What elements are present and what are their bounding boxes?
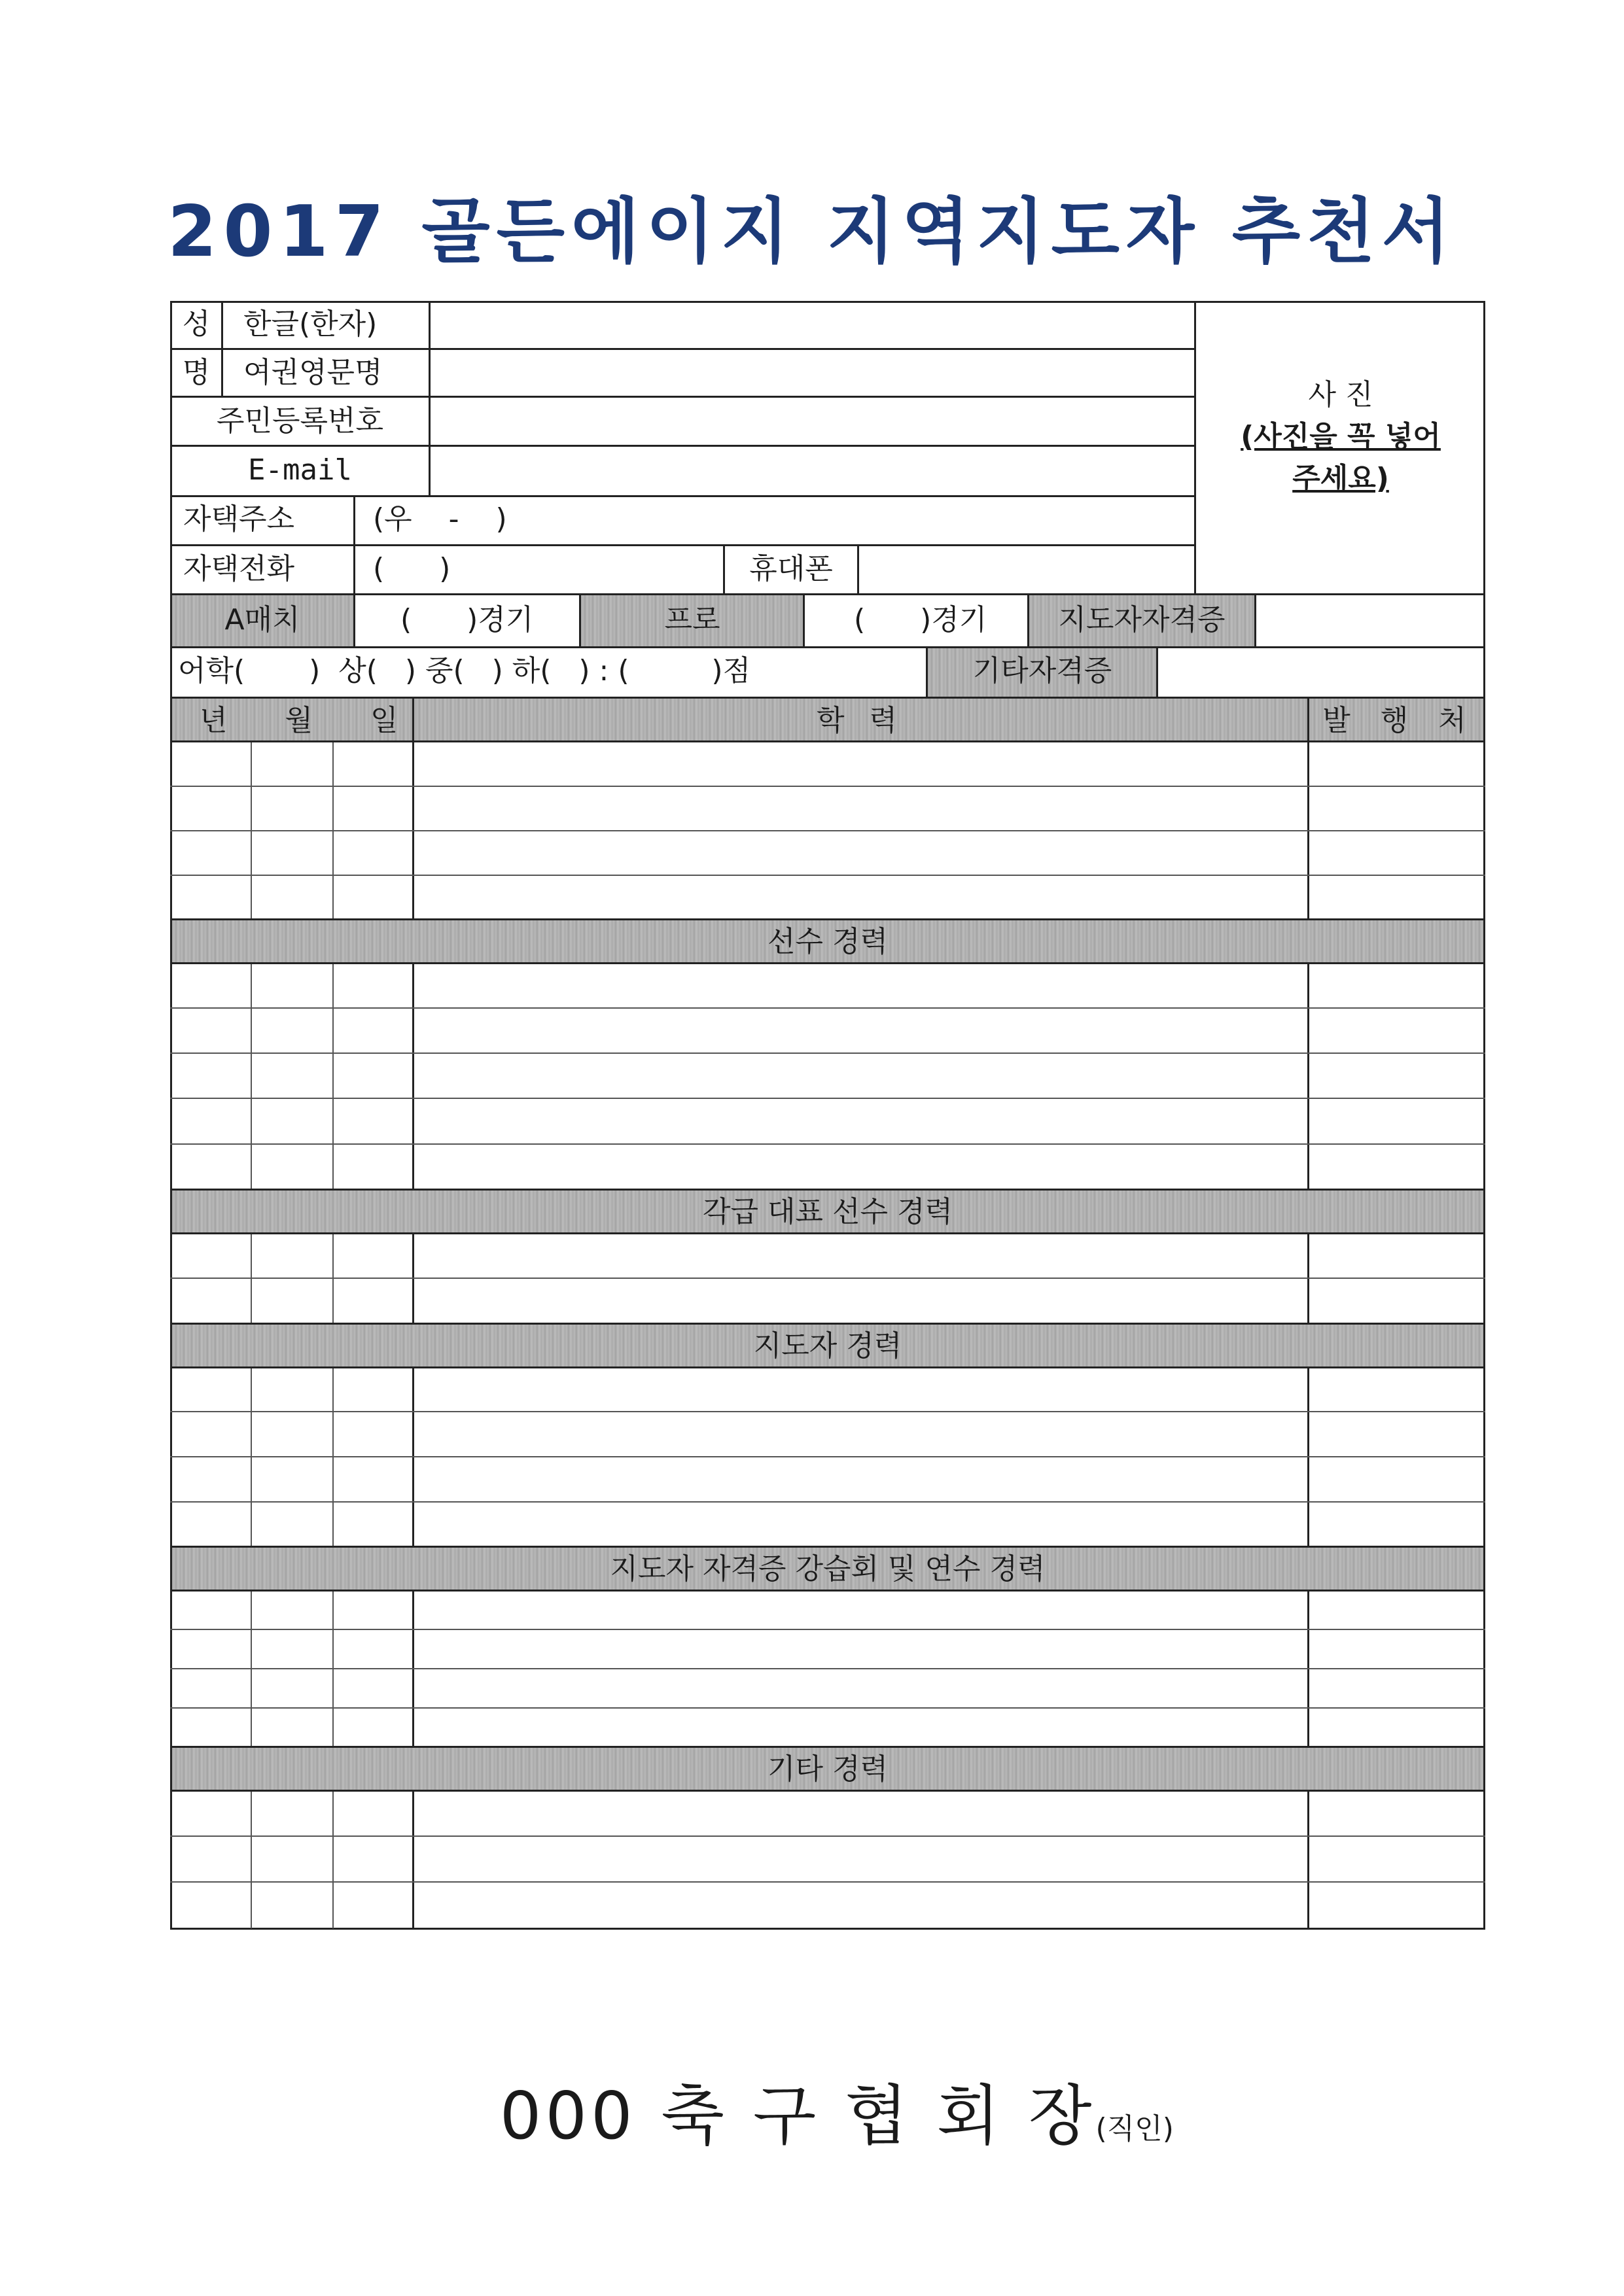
a-match-games: ( )경기	[400, 603, 534, 636]
row-line	[170, 495, 1194, 497]
section-border	[170, 1323, 1485, 1325]
training-career-heading: 지도자 자격증 강습회 및 연수 경력	[610, 1552, 1046, 1586]
label-divider	[429, 301, 431, 495]
signature-line	[0, 1989, 1624, 2172]
row-line	[170, 1278, 1485, 1279]
section-border	[170, 1590, 1485, 1592]
section-border	[170, 962, 1485, 964]
passport-name-label: 여권영문명	[243, 356, 383, 389]
row-line	[170, 1881, 1485, 1883]
row-line	[170, 348, 1194, 350]
home-phone-label: 자택전화	[183, 552, 295, 585]
matches-row	[170, 593, 1485, 648]
row-line	[170, 1707, 1485, 1709]
address-value: (우 - )	[373, 502, 507, 536]
section-border	[170, 1546, 1485, 1548]
row-line	[170, 1456, 1485, 1457]
row-line	[170, 396, 1194, 398]
resident-number-label: 주민등록번호	[216, 404, 384, 438]
player-career-heading: 선수 경력	[767, 925, 888, 958]
document-title: 2017 골든에이지 지역지도자 추천서	[168, 191, 1456, 273]
row-line	[170, 1629, 1485, 1630]
education-header: 학 력	[817, 704, 905, 737]
section-border	[170, 1746, 1485, 1748]
row-line	[170, 1501, 1485, 1503]
date-header: 년 월 일	[200, 704, 412, 737]
row-line	[170, 875, 1485, 876]
national-career-heading: 각급 대표 선수 경력	[703, 1195, 953, 1228]
mobile-divider	[857, 544, 859, 595]
row-line	[170, 1668, 1485, 1669]
section-border	[170, 740, 1485, 742]
section-border	[170, 918, 1485, 920]
label-divider	[353, 495, 355, 595]
row-line	[170, 830, 1485, 831]
other-license-label: 기타자격증	[972, 654, 1112, 687]
mobile-label: 휴대폰	[749, 552, 833, 585]
row-line	[170, 1007, 1485, 1009]
a-match-label: A매치	[224, 603, 300, 636]
row-line	[170, 544, 1194, 546]
section-border	[170, 1189, 1485, 1191]
coach-license-label: 지도자자격증	[1058, 603, 1226, 636]
row-line	[170, 1143, 1485, 1145]
pro-games: ( )경기	[854, 603, 987, 636]
photo-note-line1: (사진을 꼭 넣어	[1241, 420, 1441, 453]
association-president: 000 축 구 협 회 장	[499, 2078, 1096, 2154]
language-score-text: 어학( ) 상( ) 중( ) 하( ) : ( )점	[178, 654, 751, 687]
section-border	[170, 1232, 1485, 1234]
photo-placeholder	[1196, 374, 1485, 500]
row-line	[170, 786, 1485, 787]
korean-name-label: 한글(한자)	[243, 307, 378, 341]
coach-career-heading: 지도자 경력	[753, 1329, 902, 1363]
col-line	[1307, 697, 1309, 1930]
section-border	[170, 1366, 1485, 1368]
issuer-header: 발 행 처	[1322, 704, 1470, 737]
section-border	[170, 1790, 1485, 1792]
col-line	[412, 697, 414, 1930]
other-career-heading: 기타 경력	[767, 1752, 888, 1786]
home-address-label: 자택주소	[183, 502, 295, 536]
photo-label: 사 진	[1308, 378, 1373, 411]
official-seal-label: (직인)	[1095, 2112, 1174, 2146]
row-line	[170, 1098, 1485, 1099]
row-line	[170, 445, 1194, 447]
name-label-top: 성	[182, 307, 211, 341]
pro-label: 프로	[664, 603, 720, 636]
phone-value: ( )	[373, 552, 451, 585]
name-label-bottom: 명	[182, 356, 211, 389]
row-line	[170, 1052, 1485, 1054]
row-line	[170, 1835, 1485, 1837]
name-label-divider	[221, 301, 223, 396]
email-label: E-mail	[248, 453, 352, 487]
row-line	[170, 1411, 1485, 1412]
photo-note-line2: 주세요)	[1292, 462, 1389, 495]
career-table	[170, 697, 1485, 1930]
